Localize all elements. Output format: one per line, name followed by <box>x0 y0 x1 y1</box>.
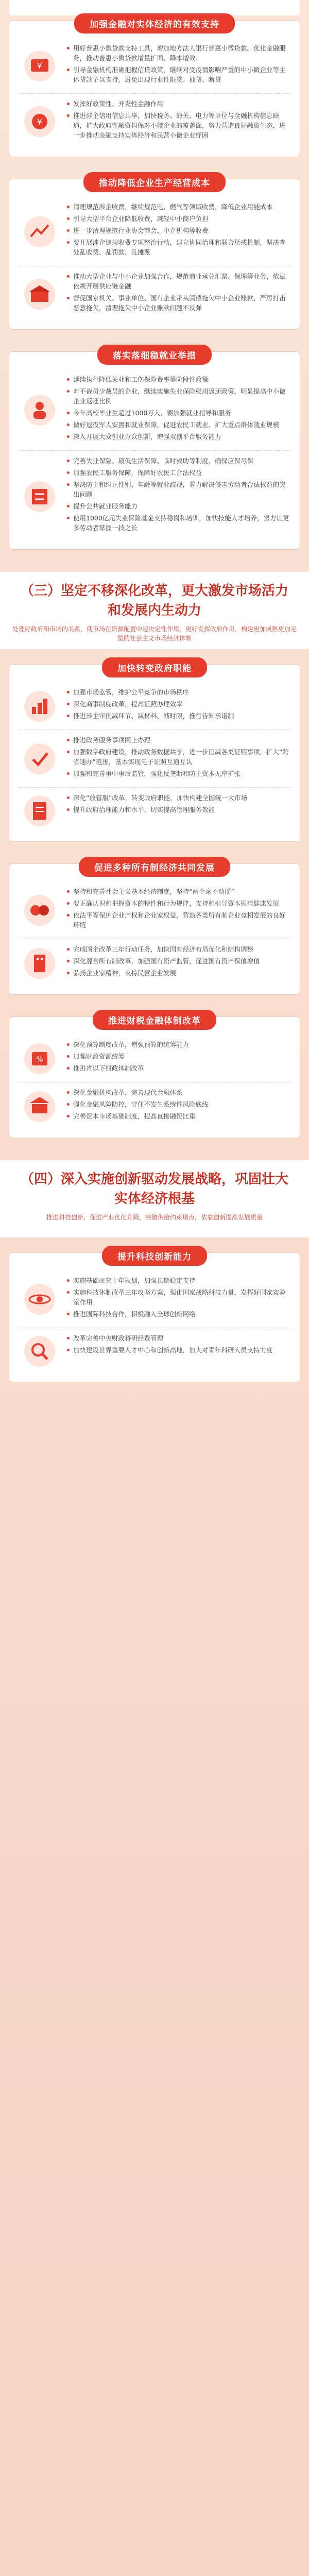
section-row <box>19 451 290 542</box>
bullet-list <box>66 944 290 980</box>
section-row <box>19 939 290 987</box>
bullet-item: 推进政务服务事项网上办理 <box>66 735 290 745</box>
bullet-item: 要正确认识和把握资本的特性和行为规律，支持和引导资本规范健康发展 <box>66 899 290 908</box>
bullet-item: 坚持和完善社会主义基本经济制度，坚持“两个毫不动摇” <box>66 887 290 896</box>
part-heading: （四）深入实施创新驱动发展战略，巩固壮大实体经济根基 <box>20 1172 288 1207</box>
bullet-item: 实施基础研究十年规划，加强长期稳定支持 <box>66 1276 290 1285</box>
section-card <box>9 21 300 157</box>
store-icon <box>22 276 58 312</box>
svg-text:%: % <box>36 1055 43 1064</box>
section-row <box>19 1270 290 1328</box>
bullet-item: 用好普惠小微贷款支持工具，增加地方法人银行普惠小微贷款。优化金融服务，推动普惠小微贷款增量扩面、降本增效 <box>66 43 290 63</box>
section-row <box>19 94 290 149</box>
bullet-item: 要开展涉企违规收费专项整治行动，建立协同治理和联合惩戒机制，坚决查处乱收费、乱罚款、乱摊派 <box>66 238 290 257</box>
bullet-item: 推进涉企信用信息共享，加快税务、海关、电力等单位与金融机构信息联通，扩大政府性融资担保对小微企业的覆盖面，努力营造良好融资生态，进一步推动金融支持实体经济和民营小微企业纾困 <box>66 111 290 140</box>
loan-icon <box>22 104 58 140</box>
bullet-item: 督促国家机关、事业单位、国有企业带头清偿拖欠中小企业账款，严厉打击恶意拖欠，清理拖欠中小企业账款问题不反弹 <box>66 293 290 313</box>
section-row <box>19 682 290 730</box>
bullet-item: 加强农民工服务保障，保障好农民工合法权益 <box>66 468 290 478</box>
bullet-item: 引导金融机构准确把握信贷政策，继续对受疫情影响严重的中小微企业等主体贷款予以支持，避免出现行业性限贷、抽贷、断贷 <box>66 65 290 84</box>
section-row <box>19 882 290 939</box>
bullet-list <box>66 1040 290 1075</box>
ownership-icon <box>22 892 58 928</box>
bullet-item: 加强财政资源统筹 <box>66 1052 290 1061</box>
tax-icon <box>22 1041 58 1077</box>
svg-text:¥: ¥ <box>37 117 43 127</box>
section-title: 加强金融对实体经济的有效支持 <box>74 13 235 33</box>
bullet-item: 清理规范涉企收费，继续规范电、燃气等领域收费，降低企业用能成本 <box>66 202 290 212</box>
bullet-list <box>66 375 290 444</box>
part-intro: 推进科技创新，促进产业优化升级，突破供给约束堵点，依靠创新提高发展质量 <box>46 1214 263 1221</box>
employment-icon <box>22 392 58 428</box>
bullet-list <box>66 1276 290 1321</box>
part-heading-band <box>0 572 309 649</box>
section-row <box>19 369 290 451</box>
approval-icon <box>22 741 58 777</box>
bullet-list <box>66 272 290 315</box>
bullet-item: 对不裁员少裁员的企业，继续实施失业保险稳岗返还政策，明显提高中小微企业返还比例 <box>66 386 290 406</box>
bullet-item: 推动大型企业与中小企业加强合作，规范商业承兑汇票、保理等业务，依法依规开展供应链金融 <box>66 272 290 291</box>
bullet-item: 今年高校毕业生超过1000万人，要加强就业指导和服务 <box>66 408 290 418</box>
section-row <box>19 1328 290 1375</box>
section-card <box>9 179 300 329</box>
cost-icon <box>22 214 58 250</box>
svg-text:¥: ¥ <box>37 61 43 71</box>
section-row <box>19 1035 290 1082</box>
bullet-item: 做好退役军人安置和就业保障，促进农民工就业，扩大重点群体就业规模 <box>66 420 290 430</box>
section-title: 加快转变政府职能 <box>102 657 207 677</box>
bullet-item: 深化金融机构改革，完善现代金融体系 <box>66 1088 290 1097</box>
bullet-list <box>66 1088 290 1123</box>
science-icon <box>22 1281 58 1317</box>
bullet-item: 深化混合所有制改革，加强国有资产监管，促进国有资产保值增值 <box>66 956 290 966</box>
section-title: 提升科技创新能力 <box>102 1246 207 1266</box>
bank-icon <box>22 1089 58 1125</box>
bullet-item: 提升公共就业服务能力 <box>66 501 290 511</box>
part-heading-band <box>0 1160 309 1238</box>
finance-icon <box>22 48 58 84</box>
section-row <box>19 1082 290 1130</box>
bullet-list <box>66 202 290 259</box>
bullet-item: 改革完善中央财政科研经费管理 <box>66 1333 290 1343</box>
bullet-item: 完善失业保险、最低生活保障、临时救助等制度，确保应保尽保 <box>66 456 290 466</box>
bullet-item: 弘扬企业家精神，支持民营企业发展 <box>66 968 290 978</box>
bullet-item: 提升政府治理能力和水平，切实提高管理服务效能 <box>66 805 290 815</box>
bullet-list <box>66 99 290 142</box>
bullet-item: 深入开展大众创业万众创新，增强双创平台服务能力 <box>66 432 290 442</box>
bullet-item: 完善资本市场基础制度，提高直接融资比重 <box>66 1111 290 1121</box>
section-card <box>9 665 300 841</box>
section-card <box>9 1017 300 1138</box>
bullet-item: 深化预算制度改革，增强预算的统筹能力 <box>66 1040 290 1049</box>
bullet-item: 依法平等保护企业产权和企业家权益，营造各类所有制企业竞相发展的良好环境 <box>66 910 290 930</box>
bullet-item: 实施科技体制改革三年攻坚方案，强化国家战略科技力量，发挥好国家实验室作用 <box>66 1287 290 1307</box>
bullet-item: 使用1000亿元失业保险基金支持稳岗和培训，加快技能人才培养，努力让更多劳动者掌握一技之长 <box>66 513 290 533</box>
section-row <box>19 266 290 322</box>
bullet-item: 发挥好政策性、开发性金融作用 <box>66 99 290 109</box>
section-row <box>19 730 290 788</box>
section-row <box>19 197 290 266</box>
enterprise-icon <box>22 945 58 981</box>
bullet-list <box>66 887 290 932</box>
bullet-item: 完成国企改革三年行动任务，加快国有经济布局优化和结构调整 <box>66 944 290 954</box>
bullet-item: 推进涉企审批减环节、减材料、减时限，推行告知承诺制 <box>66 711 290 721</box>
bullet-item: 加强市场监管，维护公平竞争的市场秩序 <box>66 687 290 697</box>
bullet-item: 推进省以下财政体制改革 <box>66 1063 290 1073</box>
bullet-item: 深化“放管服”改革，转变政府职能，加快构建全国统一大市场 <box>66 793 290 803</box>
bullet-item: 加快建设世界重要人才中心和创新高地，加大对青年科研人员支持力度 <box>66 1345 290 1355</box>
section-title: 促进多种所有制经济共同发展 <box>79 857 230 877</box>
chart-icon <box>22 688 58 724</box>
part-intro: 处理好政府和市场的关系，使市场在资源配置中起决定性作用，更好发挥政府作用，构建更加成熟更加定型的社会主义市场经济体制 <box>12 625 297 642</box>
bullet-item: 加强数字政府建设，推动政务数据共享，进一步压减各类证明事项，扩大“跨省通办”范围，基本实现电子证照互通互认 <box>66 747 290 767</box>
section-card <box>9 1253 300 1382</box>
section-title: 推动降低企业生产经营成本 <box>83 172 226 192</box>
bullet-item: 延续执行降低失业和工伤保险费率等阶段性政策 <box>66 375 290 384</box>
section-title: 落实落细稳就业举措 <box>97 345 212 365</box>
section-row <box>19 788 290 834</box>
bullet-list <box>66 456 290 535</box>
bullet-list <box>66 687 290 723</box>
bullet-item: 坚决防止和纠正性别、年龄等就业歧视，着力解决侵害劳动者合法权益的突出问题 <box>66 480 290 499</box>
section-row <box>19 38 290 94</box>
section-card <box>9 352 300 549</box>
bullet-list <box>66 793 290 817</box>
research-icon <box>22 1333 58 1369</box>
policy-icon <box>22 793 58 829</box>
bullet-item: 推进国际科技合作，积极融入全球创新网络 <box>66 1309 290 1319</box>
training-icon <box>22 479 58 515</box>
bullet-list <box>66 43 290 87</box>
bullet-item: 引导大型平台企业降低收费，减轻中小商户负担 <box>66 214 290 224</box>
bullet-list <box>66 735 290 781</box>
part-heading: （三）坚定不移深化改革，更大激发市场活力和发展内生动力 <box>20 583 288 618</box>
bullet-item: 强化金融风险防控，守住不发生系统性风险底线 <box>66 1099 290 1109</box>
bullet-list <box>66 1333 290 1357</box>
section-title: 推进财税金融体制改革 <box>93 1010 216 1030</box>
section-card <box>9 864 300 994</box>
bullet-item: 进一步清理规范行业协会商会、中介机构等收费 <box>66 226 290 235</box>
bullet-item: 深化商事制度改革，提高证照办理效率 <box>66 699 290 709</box>
bullet-item: 加强和完善事中事后监管，强化反垄断和防止资本无序扩张 <box>66 769 290 778</box>
